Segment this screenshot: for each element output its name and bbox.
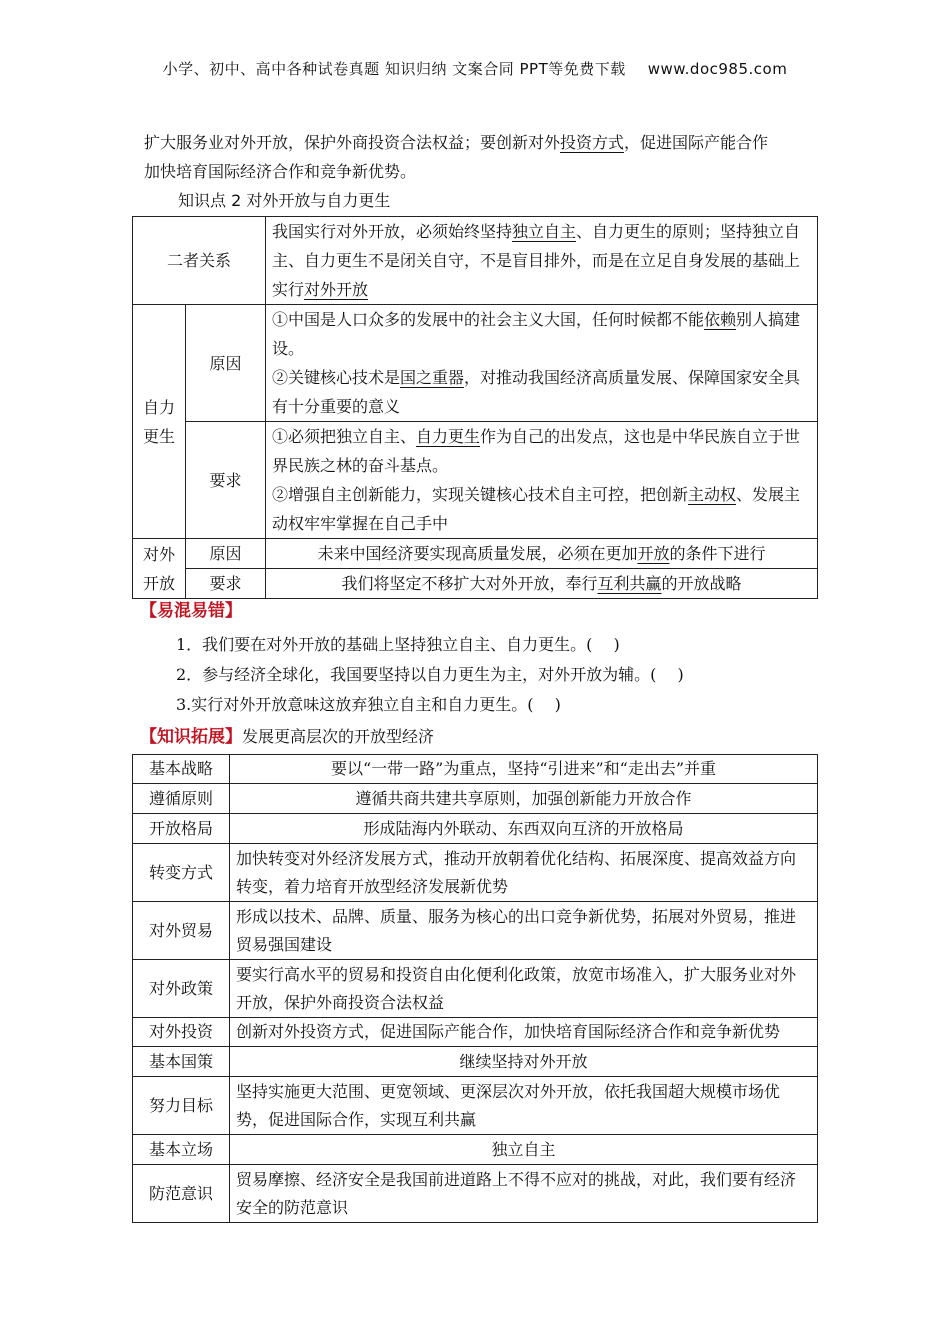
opening-self-reliance-table	[132, 216, 818, 599]
row-label: 努力目标	[133, 1077, 230, 1135]
relation-label: 二者关系	[133, 217, 266, 305]
reason-label: 原因	[186, 539, 266, 569]
intro-text: ，促进国际产能合作	[624, 133, 769, 152]
row-label: 遵循原则	[133, 784, 230, 814]
open-economy-table	[132, 754, 818, 1223]
quiz-item: 1．我们要在对外开放的基础上坚持独立自主、自力更生。( )	[176, 635, 620, 654]
row-label: 防范意识	[133, 1165, 230, 1223]
row-text: 要以“一带一路”为重点，坚持“引进来”和“走出去”并重	[230, 755, 818, 784]
intro-text: 加快培育国际经济合作和竞争新优势。	[144, 162, 417, 181]
intro-paragraph	[144, 128, 824, 186]
row-text: 继续坚持对外开放	[230, 1047, 818, 1077]
reason-label: 原因	[186, 305, 266, 422]
row-text: 形成陆海内外联动、东西双向互济的开放格局	[230, 814, 818, 844]
row-text: 创新对外投资方式，促进国际产能合作，加快培育国际经济合作和竞争新优势	[230, 1018, 818, 1047]
row-text: 贸易摩擦、经济安全是我国前进道路上不得不应对的挑战，对此，我们要有经济安全的防范意识	[230, 1165, 818, 1223]
row-label: 基本立场	[133, 1135, 230, 1165]
intro-text: 扩大服务业对外开放，保护外商投资合法权益；要创新对外	[144, 133, 561, 152]
relation-cell: 我国实行对外开放，必须始终坚持独立自主、自力更生的原则；坚持独立自主、自力更生不是闭关自守，不是盲目排外，而是在立足自身发展的基础上实行对外开放	[266, 217, 818, 305]
row-label: 对外投资	[133, 1018, 230, 1047]
knowledge-point-title: 知识点 2 对外开放与自力更生	[178, 191, 391, 210]
row-text: 独立自主	[230, 1135, 818, 1165]
opening-reason: 未来中国经济要实现高质量发展，必须在更加开放的条件下进行	[266, 539, 818, 569]
extension-title: 【知识拓展】	[140, 727, 242, 747]
opening-label: 对外开放	[133, 539, 186, 599]
row-text: 形成以技术、品牌、质量、服务为核心的出口竞争新优势，拓展对外贸易，推进贸易强国建设	[230, 902, 818, 960]
row-label: 对外贸易	[133, 902, 230, 960]
self-reliance-reason: ①中国是人口众多的发展中的社会主义大国，任何时候都不能依赖别人搞建设。 ②关键核心技术是国之重器，对推动我国经济高质量发展、保障国家安全具有十分重要的意义	[266, 305, 818, 422]
page-header	[0, 58, 950, 79]
self-reliance-label: 自力更生	[133, 305, 186, 539]
confusion-section-title: 【易混易错】	[140, 601, 242, 621]
opening-requirement: 我们将坚定不移扩大对外开放，奉行互利共赢的开放战略	[266, 569, 818, 599]
self-reliance-requirement: ①必须把独立自主、自力更生作为自己的出发点，这也是中华民族自立于世界民族之林的奋斗基点。 ②增强自主创新能力，实现关键核心技术自主可控，把创新主动权、发展主动权牢牢掌握在自己手中	[266, 422, 818, 539]
requirement-label: 要求	[186, 569, 266, 599]
header-text: 小学、初中、高中各种试卷真题 知识归纳 文案合同 PPT等免费下载	[162, 60, 626, 78]
row-text: 坚持实施更大范围、更宽领域、更深层次对外开放，依托我国超大规模市场优势，促进国际合作，实现互利共赢	[230, 1077, 818, 1135]
requirement-label: 要求	[186, 422, 266, 539]
intro-underline: 投资方式	[560, 133, 625, 152]
header-url[interactable]: www.doc985.com	[647, 60, 788, 78]
row-text: 遵循共商共建共享原则，加强创新能力开放合作	[230, 784, 818, 814]
row-label: 转变方式	[133, 844, 230, 902]
quiz-item: 3.实行对外开放意味这放弃独立自主和自力更生。( )	[176, 695, 561, 714]
row-label: 基本战略	[133, 755, 230, 784]
row-label: 对外政策	[133, 960, 230, 1018]
row-text: 加快转变对外经济发展方式，推动开放朝着优化结构、拓展深度、提高效益方向转变，着力培育开放型经济发展新优势	[230, 844, 818, 902]
extension-section-title	[140, 722, 434, 747]
quiz-item: 2．参与经济全球化，我国要坚持以自力更生为主，对外开放为辅。( )	[176, 665, 684, 684]
row-label: 基本国策	[133, 1047, 230, 1077]
extension-subtitle: 发展更高层次的开放型经济	[242, 727, 435, 746]
row-text: 要实行高水平的贸易和投资自由化便利化政策，放宽市场准入，扩大服务业对外开放，保护外商投资合法权益	[230, 960, 818, 1018]
row-label: 开放格局	[133, 814, 230, 844]
